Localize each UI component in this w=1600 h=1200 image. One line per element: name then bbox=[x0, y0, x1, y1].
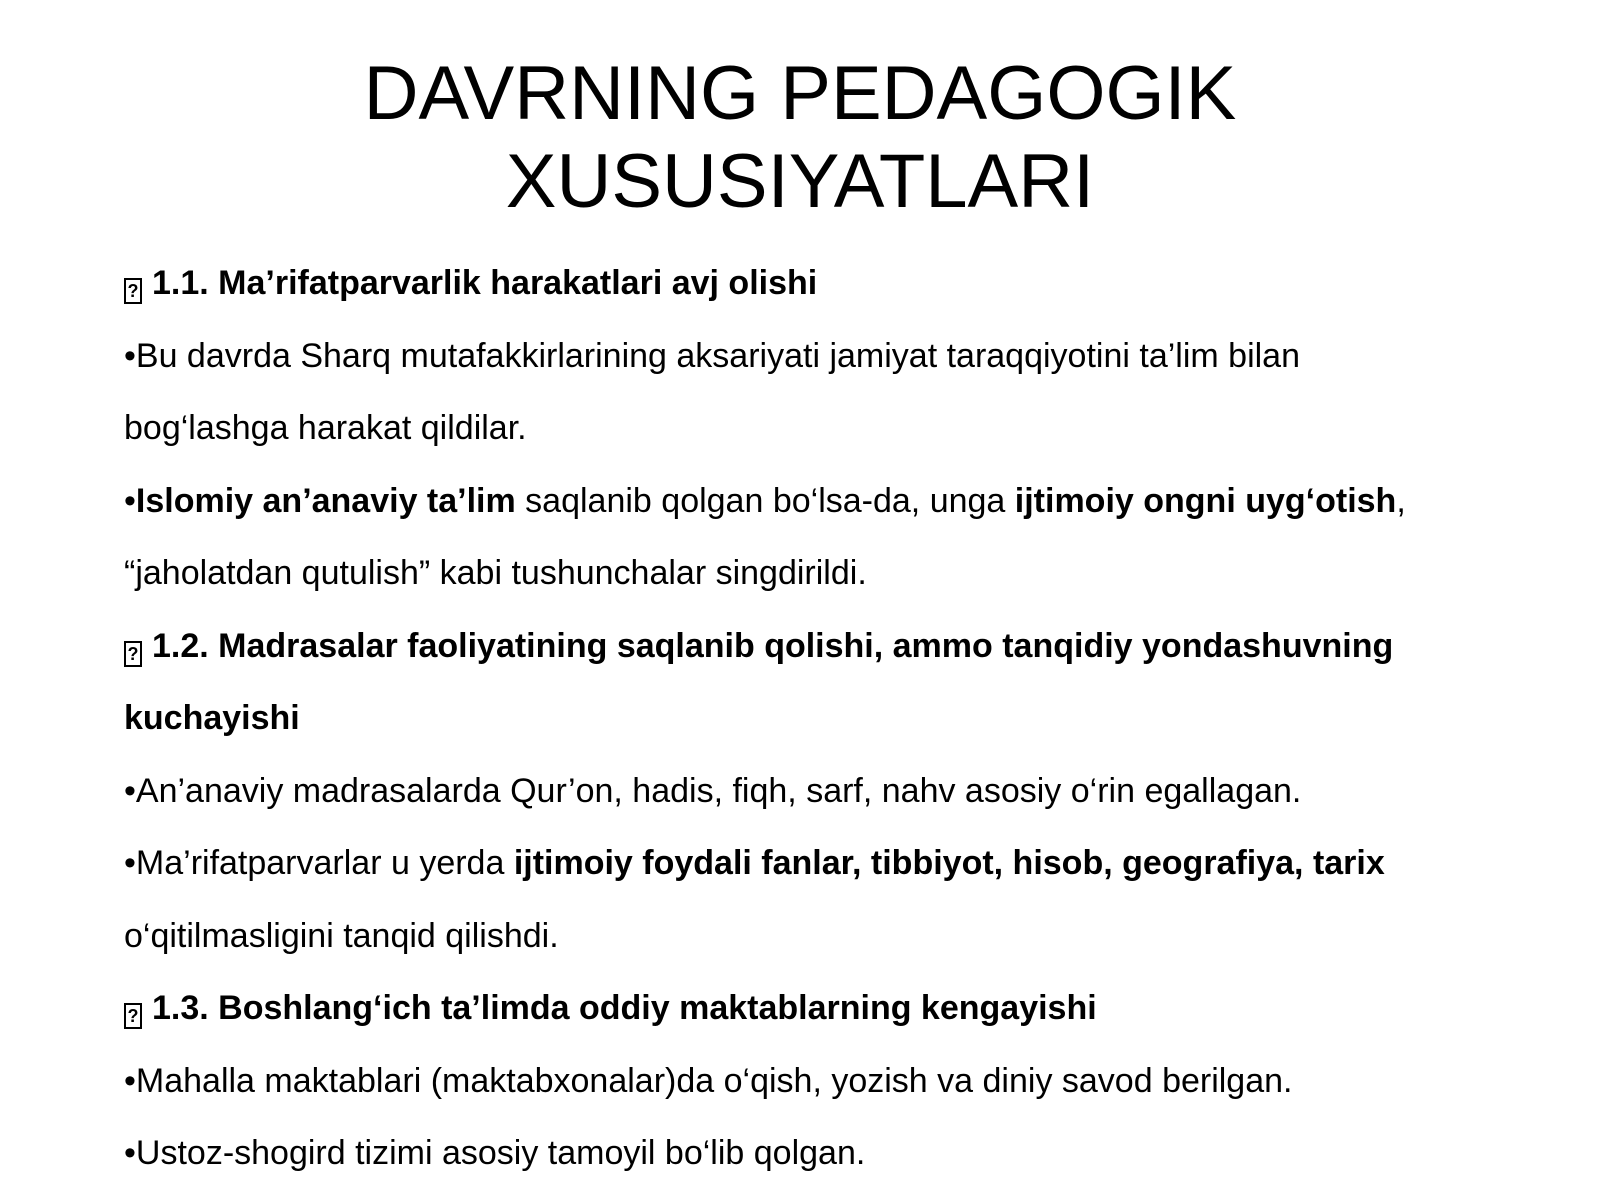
bold-phrase: ijtimoiy foydali fanlar, tibbiyot, hisob, geografiya, tarix bbox=[513, 844, 1385, 882]
bullet-text-line: •Bu davrda Sharq mutafakkirlarining aksariyati jamiyat taraqqiyotini ta’lim bilan bbox=[124, 336, 1300, 375]
bullet-text-line: o‘qitilmasligini tanqid qilishdi. bbox=[124, 916, 559, 955]
section-heading-1-3 bbox=[124, 972, 1484, 1045]
missing-glyph-box-icon bbox=[124, 278, 142, 304]
missing-glyph-box-icon bbox=[124, 1003, 142, 1029]
bullet-text: saqlanib qolgan bo‘lsa-da, unga bbox=[515, 481, 1015, 520]
bullet-text-line: •Ustoz-shogird tizimi asosiy tamoyil bo‘lib qolgan. bbox=[124, 1134, 866, 1172]
bullet-text: •Ma’rifatparvarlar u yerda bbox=[124, 844, 514, 882]
bullet-text-line: “jaholatdan qutulish” kabi tushunchalar singdirildi. bbox=[124, 554, 867, 592]
bullet-text-line: bog‘lashga harakat qildilar. bbox=[124, 409, 527, 447]
slide-title-line-1: DAVRNING PEDAGOGIK bbox=[363, 51, 1237, 136]
section-heading-text: 1.2. Madrasalar faoliyatining saqlanib qolishi, ammo tanqidiy yondashuvning bbox=[152, 626, 1394, 665]
section-heading-continuation: kuchayishi bbox=[124, 699, 300, 737]
bold-phrase: ijtimoiy ongni uyg‘otish bbox=[1014, 481, 1397, 520]
bullet-text: , bbox=[1396, 481, 1406, 520]
section-heading-1-2 bbox=[124, 610, 1484, 683]
slide-body bbox=[124, 247, 1484, 1190]
slide-title-line-2: XUSUSIYATLARI bbox=[505, 139, 1095, 224]
section-heading-text: 1.3. Boshlang‘ich ta’limda oddiy maktablarning kengayishi bbox=[152, 989, 1097, 1027]
bullet-text-line: •An’anaviy madrasalarda Qur’on, hadis, fiqh, sarf, nahv asosiy o‘rin egallagan. bbox=[124, 771, 1302, 810]
section-heading-1-1 bbox=[124, 247, 1484, 320]
bullet-mixed-line bbox=[124, 827, 1484, 900]
missing-glyph-box-icon bbox=[124, 641, 142, 667]
slide-title bbox=[0, 50, 1600, 226]
bullet-text-line: •Mahalla maktablari (maktabxonalar)da o‘qish, yozish va diniy savod berilgan. bbox=[124, 1061, 1293, 1100]
bullet-marker: • bbox=[124, 481, 136, 520]
section-heading-text: 1.1. Ma’rifatparvarlik harakatlari avj olishi bbox=[152, 264, 818, 302]
bullet-mixed-line bbox=[124, 465, 1484, 538]
bold-phrase: Islomiy an’anaviy ta’lim bbox=[135, 481, 516, 520]
